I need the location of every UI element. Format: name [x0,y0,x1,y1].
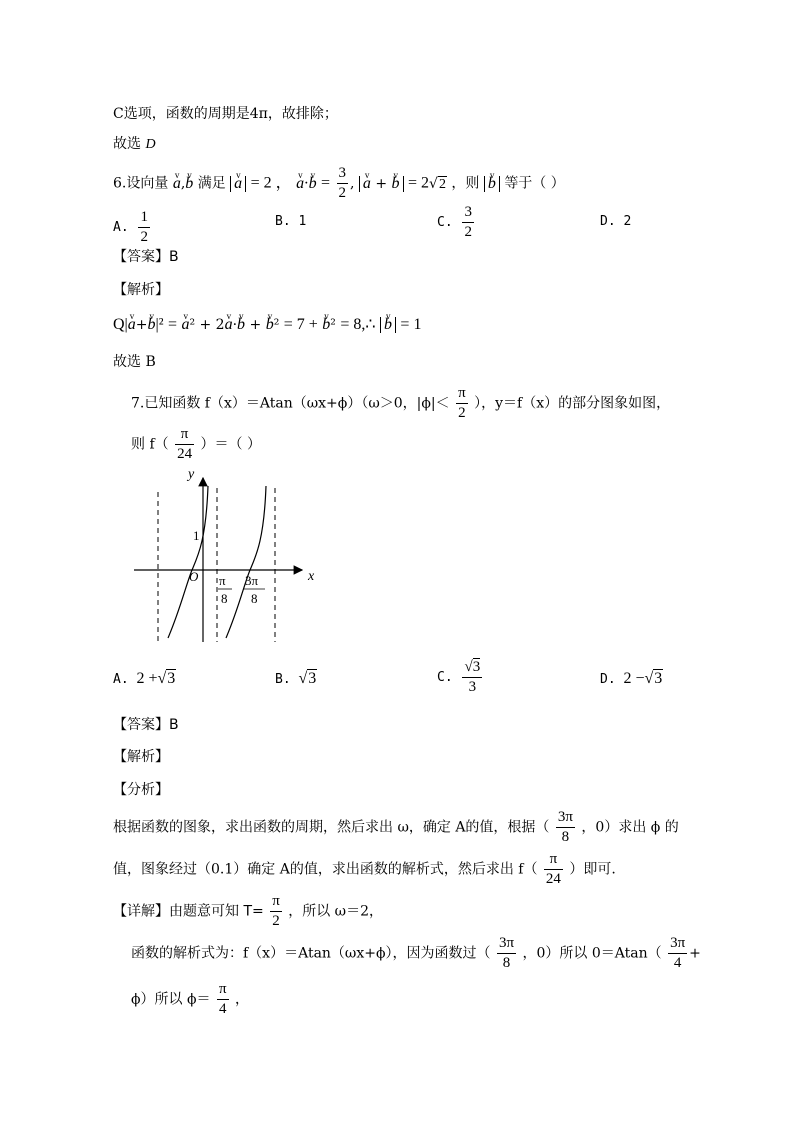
tick-3pi-8-num: 3π [245,573,259,588]
numerator: π [544,852,563,870]
numerator: 3π [497,936,516,954]
denominator: 2 [338,185,346,201]
sqrt-3: √3 [157,670,176,687]
fraction-pi-2 [456,386,468,421]
q6-prefix: 6.设向量 [113,175,169,192]
q7-option-b[interactable] [275,669,317,690]
vector-b: v b [309,169,317,199]
fraction-3-2 [337,166,349,201]
y-tick-one: 1 [193,528,200,543]
solution-eq8: = 8,∴ [340,316,376,333]
q7-option-c[interactable] [437,660,484,695]
option-value: 2 [623,214,632,229]
q7-stem-tail: ），y＝f（x）的部分图象如图， [474,395,671,412]
tan-branch-2 [226,486,266,638]
numerator: π [217,982,229,1000]
abs-a [230,176,246,192]
dot-eq: = [321,174,331,192]
numerator: π [456,386,468,404]
option-fraction [138,210,150,245]
vector-b: v b [488,169,496,199]
q6-option-c[interactable] [437,205,476,240]
question-6-stem: 6.设向量 v a,v b 满足 v a = 2 ， v a·v b = $\frac{3}{2}$ , v a + v b = 2√2 ，则 v b 等于（ ） [113,166,565,201]
vector-b: v b [392,169,400,199]
detail-prefix: 【详解】由题意可知 T= [113,903,264,920]
abs-b [484,176,500,192]
choose-letter: D [145,137,156,152]
tan-branch-1 [168,486,208,638]
option-fraction [462,660,482,695]
abs-b [380,317,396,333]
fraction-pi-4 [217,982,229,1017]
q7-ask-prefix: 则 f（ [131,436,169,453]
detail2-text: 函数的解析式为：f（x）＝Atan（ωx+ϕ），因为函数过（ [131,945,491,962]
tick-pi-8-num: π [219,573,226,588]
fraction-3pi-8 [497,936,516,971]
radicand: 3 [654,670,663,687]
denominator: 3 [468,679,477,695]
q7-detail-line3 [131,982,249,1017]
vector-a: v a [234,169,242,199]
radicand: 3 [308,670,317,687]
sqrt-3: √3 [298,670,317,687]
text-line-c-option [113,104,338,124]
vector-b: v b [322,313,330,337]
option-label: B. [275,672,291,687]
question-7-stem [131,386,670,421]
denominator: 4 [219,1001,227,1017]
fenxi-tail: ，0）求出 ϕ 的 [581,819,679,836]
q7-fenxi: 【分析】 [113,782,169,798]
denominator: 24 [177,446,193,462]
y-axis-label: y [188,467,195,482]
denominator: 2 [458,405,466,421]
q6-solution: Q|v a+v b|² = v a² + 2v a·v b + v b² = 7 + v b² = 8,∴ v b = 1 [113,313,421,337]
choose-text: 故选 [113,136,141,152]
fraction-pi-2 [270,894,282,929]
vector-a: v a [363,169,371,199]
q7-stem-text: 7.已知函数 f（x）＝Atan（ωx+ϕ）（ω＞0，|ϕ|＜ [131,395,450,412]
vector-b: v b [148,313,156,337]
c-option-text: C选项，函数的周期是4π，故排除； [113,106,338,122]
q6-option-d[interactable] [600,212,631,232]
fraction-pi-24 [175,427,194,462]
q7-fenxi-line2 [113,852,616,887]
vector-a: v a [225,313,233,337]
option-label: A. [113,220,129,235]
q6-analysis: 【解析】 [113,282,169,298]
vector-b: v b [266,313,274,337]
q7-analysis: 【解析】 [113,749,169,765]
numerator: π [175,427,194,445]
q6-satisfy: 满足 [197,175,226,192]
sqrt-3: √3 [644,670,663,687]
option-value: 2 + [136,670,158,687]
radicand: 2 [438,176,446,192]
vector-a: v a [173,169,181,199]
fraction-3pi-8 [556,810,575,845]
abs-a-plus-b: v a + v b [359,176,404,192]
denominator: 2 [140,229,148,245]
radicand: 3 [167,670,176,687]
vector-b: v b [237,313,245,337]
detail3-prefix: ϕ）所以 ϕ＝ [131,991,211,1008]
denominator: 8 [502,955,511,971]
vector-a: v a [181,313,189,337]
radicand: 3 [472,659,481,675]
q7-fenxi-line1 [113,810,679,845]
fraction-pi-24 [544,852,563,887]
fenxi-text: 值，图象经过（0.1）确定 A的值，求出函数的解析式，然后求出 f（ [113,861,538,878]
option-label: B. [275,214,291,229]
q7-detail-line1 [113,894,383,929]
option-value: 1 [298,214,307,229]
abs-a-eq: = 2 ， [250,174,292,192]
denominator: 4 [673,955,682,971]
numerator: √3 [462,660,482,678]
abs-sum-eq: = 2 [408,174,430,192]
vector-b: v b [384,313,392,337]
q7-answer: 【答案】B [113,717,179,733]
option-label: D. [600,214,616,229]
option-label: D. [600,672,616,687]
q6-equals: 等于（ ） [504,175,565,192]
q6-option-b[interactable] [275,212,306,232]
fenxi-text: 根据函数的图象，求出函数的周期，然后求出 ω，确定 A的值，根据（ [113,819,550,836]
vector-a: v a [128,313,136,337]
abs-sq: |² [155,316,164,333]
detail2-tail: + [689,945,701,962]
solution-rest: = 7 + [283,316,318,333]
x-axis-label: x [308,569,315,584]
numerator: 3 [462,205,474,223]
denominator: 8 [561,829,570,845]
numerator: 3π [668,936,687,954]
text-line-choose-d [113,134,156,155]
option-label: A. [113,672,129,687]
numerator: 3π [556,810,575,828]
fenxi-tail: ）即可. [569,861,616,878]
solution-eq: = [167,316,177,333]
q6-option-a[interactable] [113,210,152,245]
vector-b: v b [185,169,193,199]
q6-then: ，则 [451,175,480,192]
numerator: π [270,894,282,912]
q7-option-d[interactable] [600,669,663,690]
denominator: 2 [272,913,280,929]
q7-ask-tail: ）＝（ ） [200,436,261,453]
because-symbol: Q| [113,316,128,333]
tick-pi-8-den: 8 [221,591,228,606]
denominator: 24 [545,871,561,887]
option-label: C. [437,215,453,230]
numerator: 3 [337,166,349,184]
tick-3pi-8-den: 8 [251,591,258,606]
detail-tail: ，所以 ω＝2， [288,903,383,920]
question-7-ask [131,427,261,462]
sqrt-2: √2 [429,175,446,192]
vector-a: v a [296,169,304,199]
numerator: 1 [138,210,150,228]
tan-function-graph [120,460,330,650]
q6-choose: 故选 B [113,354,156,370]
option-label: C. [437,670,453,685]
detail3-tail: ， [235,991,250,1008]
q7-option-a[interactable] [113,669,176,690]
denominator: 2 [464,224,472,240]
origin-label: O [189,569,199,584]
q7-detail-line2 [131,936,701,971]
fraction-3pi-4 [668,936,687,971]
detail2-mid: ，0）所以 0＝Atan（ [522,945,662,962]
option-value: 2 − [623,670,645,687]
solution-eq1: = 1 [400,316,422,333]
q6-answer: 【答案】B [113,249,179,265]
option-fraction [462,205,474,240]
